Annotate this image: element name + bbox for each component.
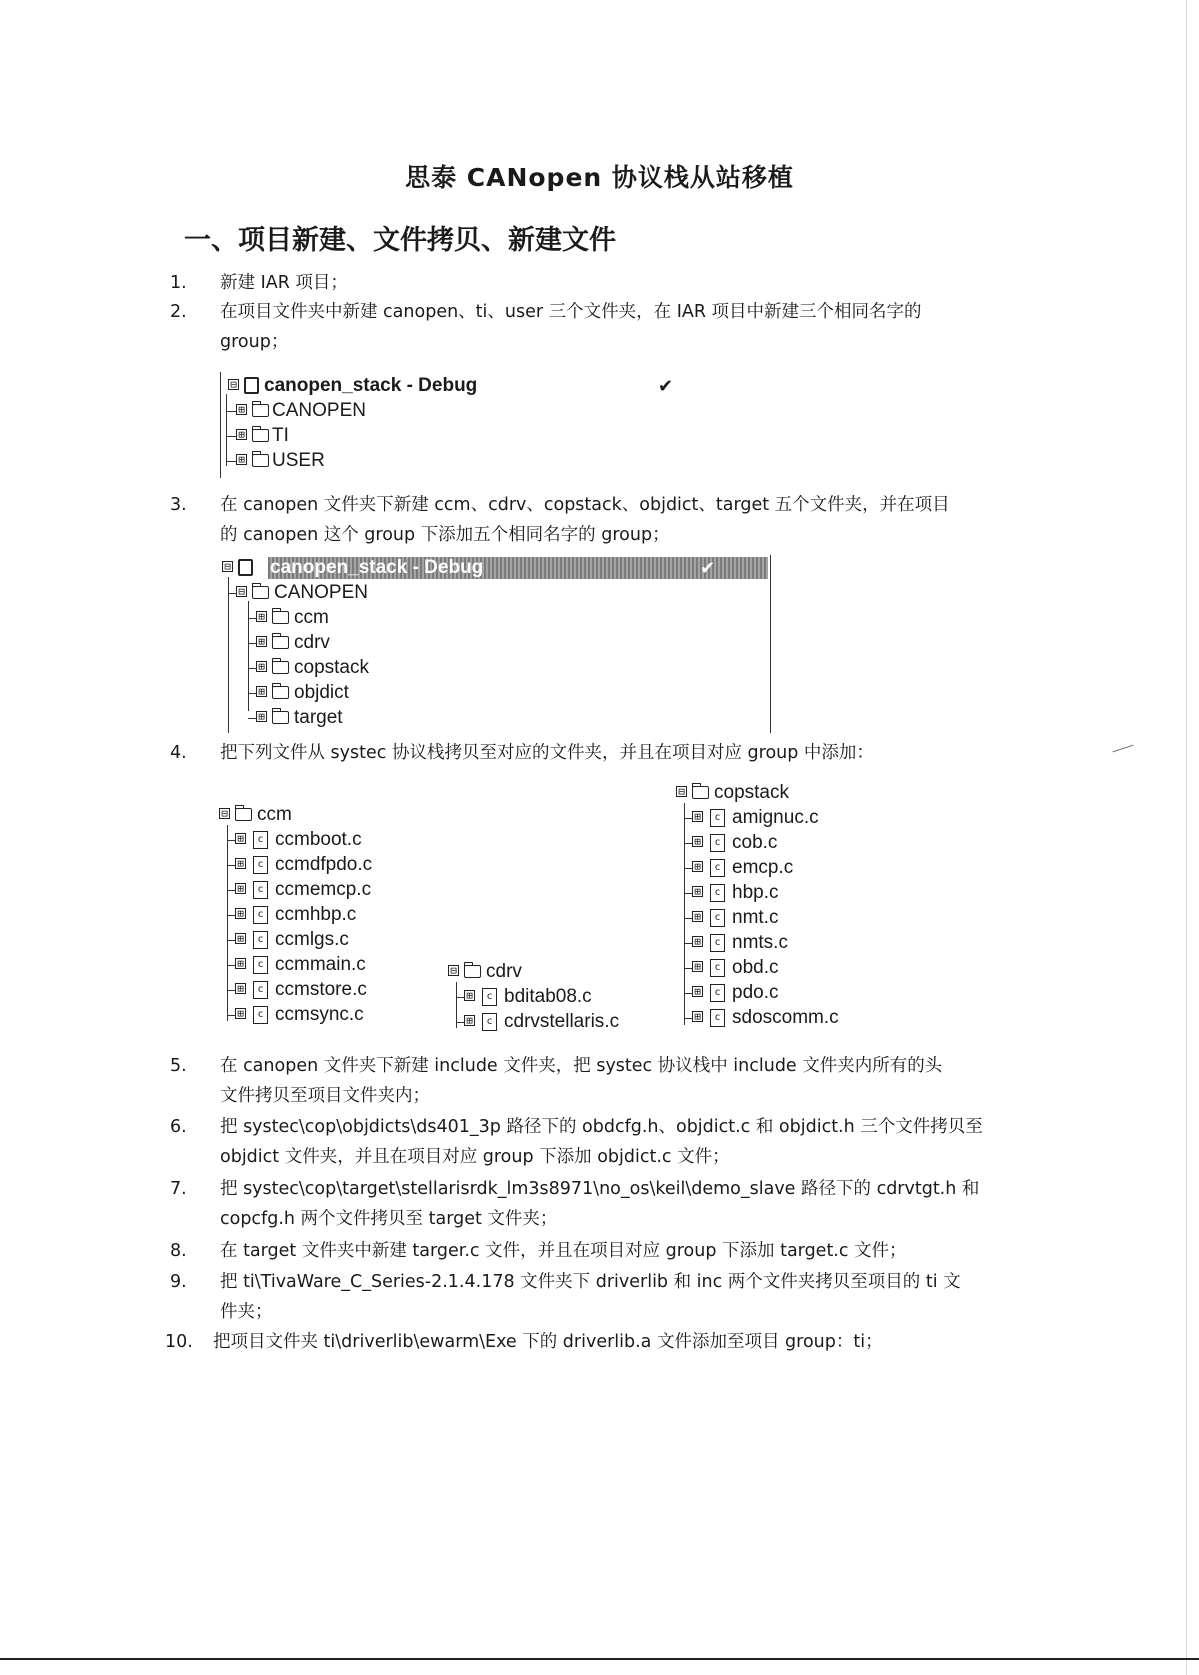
c-file-icon: c <box>253 881 268 899</box>
document-title: 思泰 CANopen 协议栈从站移植 <box>405 163 794 192</box>
expand-icon[interactable]: ⊞ <box>235 833 246 844</box>
step-text: 的 canopen 这个 group 下添加五个相同名字的 group； <box>220 525 670 545</box>
expand-icon[interactable]: ⊞ <box>256 611 267 622</box>
expand-icon[interactable]: ⊞ <box>256 661 267 672</box>
project-icon <box>238 559 253 576</box>
file-label: nmts.c <box>732 932 788 953</box>
subgroup-label: ccm <box>294 607 329 628</box>
expand-icon[interactable]: ⊞ <box>692 986 703 997</box>
step-text: 把 systec\cop\objdicts\ds401_3p 路径下的 obdcfg.h、objdict.c 和 objdict.h 三个文件拷贝至 <box>220 1117 983 1137</box>
subgroup-label: objdict <box>294 682 349 703</box>
expand-icon[interactable]: ⊞ <box>236 404 247 415</box>
expand-icon[interactable]: ⊞ <box>692 886 703 897</box>
file-label: ccmemcp.c <box>275 879 372 900</box>
folder-icon <box>272 686 289 699</box>
folder-label: cdrv <box>486 961 522 982</box>
step-number: 10. <box>165 1332 193 1352</box>
tree-row-project[interactable] <box>228 374 728 398</box>
scan-bottom-border <box>0 1658 1199 1660</box>
collapse-icon[interactable]: ⊟ <box>676 786 687 797</box>
step-text: 新建 IAR 项目； <box>220 273 348 293</box>
expand-icon[interactable]: ⊞ <box>256 711 267 722</box>
c-file-icon: c <box>710 809 725 827</box>
expand-icon[interactable]: ⊞ <box>235 908 246 919</box>
file-label: obd.c <box>732 957 779 978</box>
folder-icon <box>272 661 289 674</box>
c-file-icon: c <box>253 1006 268 1024</box>
c-file-icon: c <box>710 934 725 952</box>
expand-icon[interactable]: ⊞ <box>236 429 247 440</box>
folder-icon <box>235 808 252 821</box>
step-number: 8. <box>170 1241 187 1261</box>
file-label: cob.c <box>732 832 778 853</box>
collapse-icon[interactable]: ⊟ <box>222 561 233 572</box>
group-label: TI <box>272 425 289 446</box>
folder-label: copstack <box>714 782 789 803</box>
step-text: 把项目文件夹 ti\driverlib\ewarm\Exe 下的 driverlib.a 文件添加至项目 group：ti； <box>213 1332 883 1352</box>
expand-icon[interactable]: ⊞ <box>464 1015 475 1026</box>
folder-icon <box>464 965 481 978</box>
project-label: canopen_stack - Debug <box>264 375 478 396</box>
expand-icon[interactable]: ⊞ <box>464 990 475 1001</box>
file-label: ccmboot.c <box>275 829 362 850</box>
step-number: 5. <box>170 1056 187 1076</box>
c-file-icon: c <box>710 959 725 977</box>
step-text: 把 systec\cop\target\stellarisrdk_lm3s8971\no_os\keil\demo_slave 路径下的 cdrvtgt.h 和 <box>220 1179 980 1199</box>
iar-workspace-tree-expanded <box>222 555 772 735</box>
file-label: ccmstore.c <box>275 979 367 1000</box>
c-file-icon: c <box>482 1013 497 1031</box>
c-file-icon: c <box>253 856 268 874</box>
expand-icon[interactable]: ⊞ <box>256 636 267 647</box>
c-file-icon: c <box>253 906 268 924</box>
step-text: 文件拷贝至项目文件夹内； <box>220 1086 430 1106</box>
step-number: 1. <box>170 273 187 293</box>
check-icon: ✔ <box>700 558 716 578</box>
c-file-icon: c <box>253 931 268 949</box>
step-text: 在 canopen 文件夹下新建 include 文件夹，把 systec 协议栈中 include 文件夹内所有的头 <box>220 1056 943 1076</box>
expand-icon[interactable]: ⊞ <box>235 858 246 869</box>
step-text: copcfg.h 两个文件拷贝至 target 文件夹； <box>220 1209 558 1229</box>
file-label: ccmdfpdo.c <box>275 854 373 875</box>
step-text: 件夹； <box>220 1302 273 1322</box>
page-edge-shadow <box>1186 0 1187 1675</box>
expand-icon[interactable]: ⊞ <box>692 861 703 872</box>
expand-icon[interactable]: ⊞ <box>692 836 703 847</box>
step-number: 6. <box>170 1117 187 1137</box>
expand-icon[interactable]: ⊞ <box>692 961 703 972</box>
step-number: 2. <box>170 302 187 322</box>
expand-icon[interactable]: ⊞ <box>692 936 703 947</box>
check-icon: ✔ <box>658 376 674 396</box>
group-label: CANOPEN <box>274 582 368 603</box>
step-text: 在 target 文件夹中新建 targer.c 文件，并且在项目对应 group 下添加 target.c 文件； <box>220 1241 907 1261</box>
c-file-icon: c <box>710 984 725 1002</box>
scan-artifact-mark <box>1112 745 1133 753</box>
folder-icon <box>252 586 269 599</box>
file-label: cdrvstellaris.c <box>504 1011 620 1032</box>
c-file-icon: c <box>710 859 725 877</box>
c-file-icon: c <box>710 884 725 902</box>
project-label: canopen_stack - Debug <box>270 557 484 578</box>
step-number: 3. <box>170 495 187 515</box>
section-heading: 一、项目新建、文件拷贝、新建文件 <box>184 225 616 256</box>
folder-icon <box>252 404 269 417</box>
file-label: ccmsync.c <box>275 1004 364 1025</box>
c-file-icon: c <box>482 988 497 1006</box>
collapse-icon[interactable]: ⊟ <box>219 808 230 819</box>
file-label: hbp.c <box>732 882 779 903</box>
folder-icon <box>272 636 289 649</box>
project-icon <box>244 377 259 394</box>
expand-icon[interactable]: ⊞ <box>235 933 246 944</box>
expand-icon[interactable]: ⊞ <box>256 686 267 697</box>
step-number: 9. <box>170 1272 187 1292</box>
file-label: ccmlgs.c <box>275 929 349 950</box>
cdrv-file-tree <box>444 960 664 1040</box>
ccm-file-tree <box>215 803 415 1033</box>
expand-icon[interactable]: ⊞ <box>235 983 246 994</box>
file-label: sdoscomm.c <box>732 1007 839 1028</box>
expand-icon[interactable]: ⊞ <box>236 454 247 465</box>
folder-icon <box>252 454 269 467</box>
step-text: 在项目文件夹中新建 canopen、ti、user 三个文件夹，在 IAR 项目中新建三个相同名字的 <box>220 302 922 322</box>
expand-icon[interactable]: ⊞ <box>692 811 703 822</box>
step-text: 把 ti\TivaWare_C_Series-2.1.4.178 文件夹下 driverlib 和 inc 两个文件夹拷贝至项目的 ti 文 <box>220 1272 961 1292</box>
file-label: bditab08.c <box>504 986 592 1007</box>
tree-row-project[interactable] <box>222 556 768 580</box>
expand-icon[interactable]: ⊞ <box>692 1011 703 1022</box>
step-text: 在 canopen 文件夹下新建 ccm、cdrv、copstack、objdict、target 五个文件夹，并在项目 <box>220 495 950 515</box>
expand-icon[interactable]: ⊞ <box>692 911 703 922</box>
step-text: objdict 文件夹，并且在项目对应 group 下添加 objdict.c 文件； <box>220 1147 730 1167</box>
expand-icon[interactable]: ⊞ <box>235 958 246 969</box>
file-label: amignuc.c <box>732 807 819 828</box>
subgroup-label: copstack <box>294 657 369 678</box>
collapse-icon[interactable]: ⊟ <box>228 379 239 390</box>
c-file-icon: c <box>253 981 268 999</box>
file-label: ccmmain.c <box>275 954 366 975</box>
collapse-icon[interactable]: ⊟ <box>236 586 247 597</box>
subgroup-label: cdrv <box>294 632 330 653</box>
collapse-icon[interactable]: ⊟ <box>448 965 459 976</box>
c-file-icon: c <box>710 834 725 852</box>
c-file-icon: c <box>253 956 268 974</box>
file-label: ccmhbp.c <box>275 904 357 925</box>
c-file-icon: c <box>710 909 725 927</box>
file-label: nmt.c <box>732 907 779 928</box>
c-file-icon: c <box>710 1009 725 1027</box>
step-text: 把下列文件从 systec 协议栈拷贝至对应的文件夹，并且在项目对应 group 中添加： <box>220 743 874 763</box>
subgroup-label: target <box>294 707 343 728</box>
expand-icon[interactable]: ⊞ <box>235 883 246 894</box>
group-label: USER <box>272 450 325 471</box>
step-text: group； <box>220 332 289 352</box>
folder-icon <box>692 786 709 799</box>
folder-icon <box>272 611 289 624</box>
folder-icon <box>272 711 289 724</box>
file-label: pdo.c <box>732 982 779 1003</box>
copstack-file-tree <box>672 781 892 1041</box>
c-file-icon: c <box>253 831 268 849</box>
iar-workspace-tree <box>214 372 734 480</box>
folder-icon <box>252 429 269 442</box>
expand-icon[interactable]: ⊞ <box>235 1008 246 1019</box>
group-label: CANOPEN <box>272 400 366 421</box>
step-number: 7. <box>170 1179 187 1199</box>
file-label: emcp.c <box>732 857 794 878</box>
step-number: 4. <box>170 743 187 763</box>
folder-label: ccm <box>257 804 292 825</box>
